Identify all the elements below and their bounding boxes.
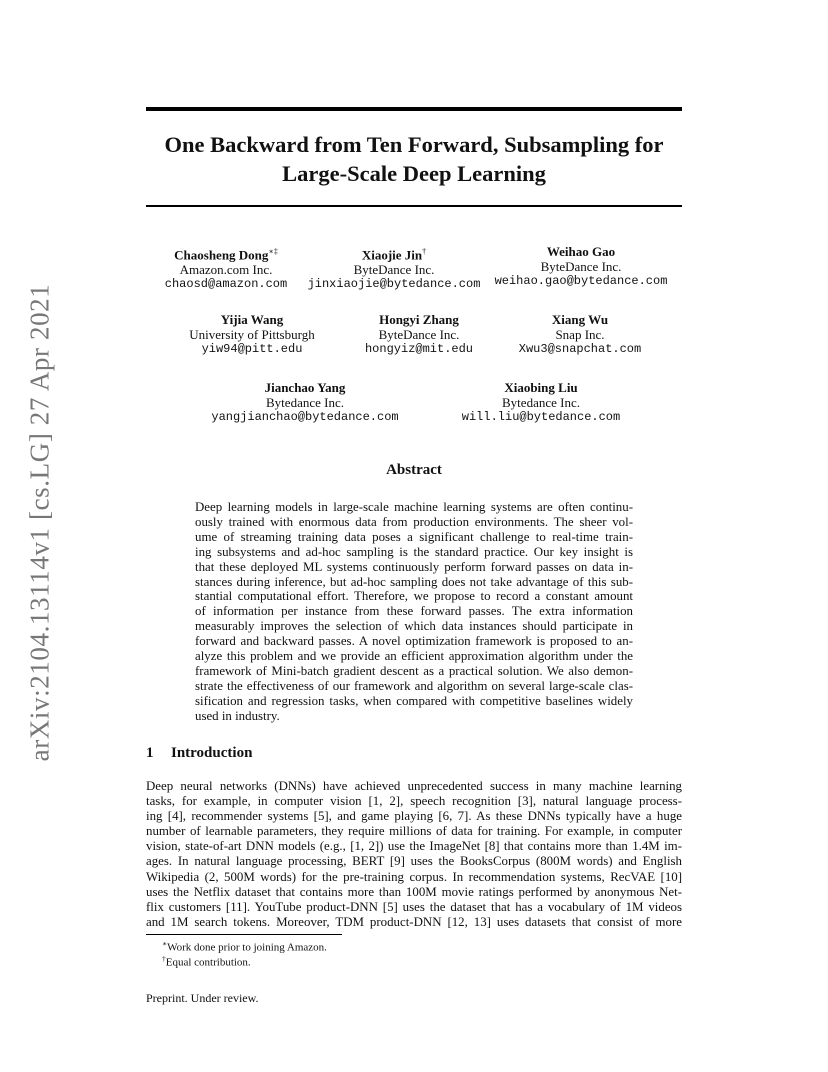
body-line: flix customers [11]. YouTube product-DNN [5] uses the dataset that has a vocabulary of 1M videos [146, 899, 682, 914]
section-heading [146, 745, 252, 762]
author-affiliation: Snap Inc. [555, 327, 605, 342]
body-line: number of learnable parameters, they require millions of data for training. For example, in computer [146, 824, 682, 839]
author-name: Xiang Wu [551, 312, 609, 327]
body-line: ages. In natural language processing, BERT [9] uses the BooksCorpus (800M words) and English [146, 854, 682, 869]
body-line: uses the Netflix dataset that contains more than 100M movie ratings performed by anonymous Net- [146, 884, 682, 899]
author-affiliation: Bytedance Inc. [266, 395, 344, 410]
author-block [334, 312, 504, 357]
author-block [162, 312, 342, 357]
author-email[interactable]: chaosd@amazon.com [164, 277, 288, 292]
author-name: Yijia Wang [220, 312, 284, 327]
author-name: Xiaojie Jin† [361, 247, 427, 263]
body-line: vision, state-of-art DNN models (e.g., [1, 2]) use the ImageNet [8] that contains more than 1.4M im- [146, 839, 682, 854]
abstract-line: sification and regression tasks, when compared with competitive baselines widely [195, 693, 633, 708]
title-top-rule [146, 107, 682, 111]
author-email[interactable]: yangjianchao@bytedance.com [211, 410, 399, 424]
author-email[interactable]: jinxiaojie@bytedance.com [307, 277, 481, 292]
abstract-line: of information per instance from these forward passes. The extra information [195, 604, 633, 619]
author-email[interactable]: Xwu3@snapchat.com [518, 342, 642, 356]
footnote-text: Equal contribution. [165, 956, 251, 969]
footnote-rule [146, 934, 342, 935]
preprint-note: Preprint. Under review. [146, 991, 259, 1005]
body-line: Deep neural networks (DNNs) have achieved unprecedented success in many machine learning [146, 779, 682, 793]
author-block [294, 244, 494, 292]
author-name: Xiaobing Liu [504, 380, 578, 395]
abstract-body [195, 500, 633, 724]
author-name: Jianchao Yang [264, 380, 346, 395]
paper-title [146, 130, 682, 188]
body-line: tasks, for example, in computer vision [1, 2], speech recognition [3], natural language process- [146, 794, 682, 809]
author-block [195, 380, 415, 425]
author-affiliation: University of Pittsburgh [189, 327, 315, 342]
paper-title-line-2: Large-Scale Deep Learning [282, 161, 546, 186]
introduction-body [146, 779, 682, 930]
author-affiliation: ByteDance Inc. [540, 259, 622, 274]
abstract-line: strate the effectiveness of our framework and algorithm on several large-scale clas- [195, 678, 633, 693]
footnote-mark: † [162, 954, 166, 963]
footnote-mark: ∗ [162, 939, 168, 948]
body-line: ing [4], recommender systems [5], and game playing [6, 7]. As these DNNs typically have a huge [146, 809, 682, 824]
abstract-line: alyze this problem and we provide an efficient approximation algorithm under the [195, 649, 633, 664]
title-bottom-rule [146, 205, 682, 207]
author-email[interactable]: will.liu@bytedance.com [461, 410, 621, 424]
section-number: 1 [146, 745, 154, 761]
author-name: Hongyi Zhang [379, 312, 459, 327]
abstract-line: ume of streaming training data poses a significant challenge to real-time train- [195, 529, 633, 544]
author-name: Chaosheng Dong∗‡ [174, 247, 278, 263]
abstract-line: forward and backward passes. A novel optimization framework is proposed to an- [195, 634, 633, 649]
author-name: Weihao Gao [546, 244, 616, 259]
abstract-line: Deep learning models in large-scale machine learning systems are often continu- [195, 500, 633, 514]
author-block [500, 312, 660, 357]
author-block [486, 244, 676, 289]
author-affiliation: Bytedance Inc. [502, 395, 580, 410]
footnote [162, 952, 251, 970]
author-block [141, 244, 311, 292]
author-block [446, 380, 636, 425]
abstract-line: stantial computational effort. Therefore, we propose to record a constant amount [195, 589, 633, 604]
abstract-line: ing subsystems and ad-hoc sampling is the standard practice. Our key insight is [195, 544, 633, 559]
author-email[interactable]: weihao.gao@bytedance.com [494, 274, 668, 288]
paper-title-line-1: One Backward from Ten Forward, Subsampling for [164, 132, 664, 157]
abstract-line: ously trained with enormous data from production environments. The sheer vol- [195, 514, 633, 529]
author-footnote-mark: † [422, 247, 427, 256]
author-affiliation: ByteDance Inc. [378, 327, 460, 342]
footnote-text: Work done prior to joining Amazon. [167, 941, 327, 954]
author-footnote-mark: ∗‡ [268, 247, 278, 256]
abstract-heading: Abstract [386, 462, 442, 478]
author-email[interactable]: yiw94@pitt.edu [201, 342, 303, 356]
author-affiliation: ByteDance Inc. [353, 262, 435, 278]
arxiv-identifier-stamp: arXiv:2104.13114v1 [cs.LG] 27 Apr 2021 [24, 283, 55, 762]
author-email[interactable]: hongyiz@mit.edu [364, 342, 474, 356]
author-affiliation: Amazon.com Inc. [179, 262, 273, 278]
section-title: Introduction [171, 745, 253, 761]
abstract-line: framework of Mini-batch gradient descent as a practical solution. We also demon- [195, 663, 633, 678]
abstract-line: used in industry. [195, 708, 280, 723]
abstract-line: stances during inference, but ad-hoc sampling does not take advantage of this sub- [195, 574, 633, 589]
body-line: and 1M search tokens. Moreover, TDM product-DNN [12, 13] uses datasets that consist of more [146, 914, 682, 929]
body-line: Wikipedia (2, 500M words) for the pre-training corpus. In recommendation systems, RecVAE [10] [146, 869, 682, 884]
abstract-line: measurably improves the selection of which data instances should participate in [195, 619, 633, 634]
abstract-line: that these deployed ML systems continuously perform forward passes on data in- [195, 559, 633, 574]
